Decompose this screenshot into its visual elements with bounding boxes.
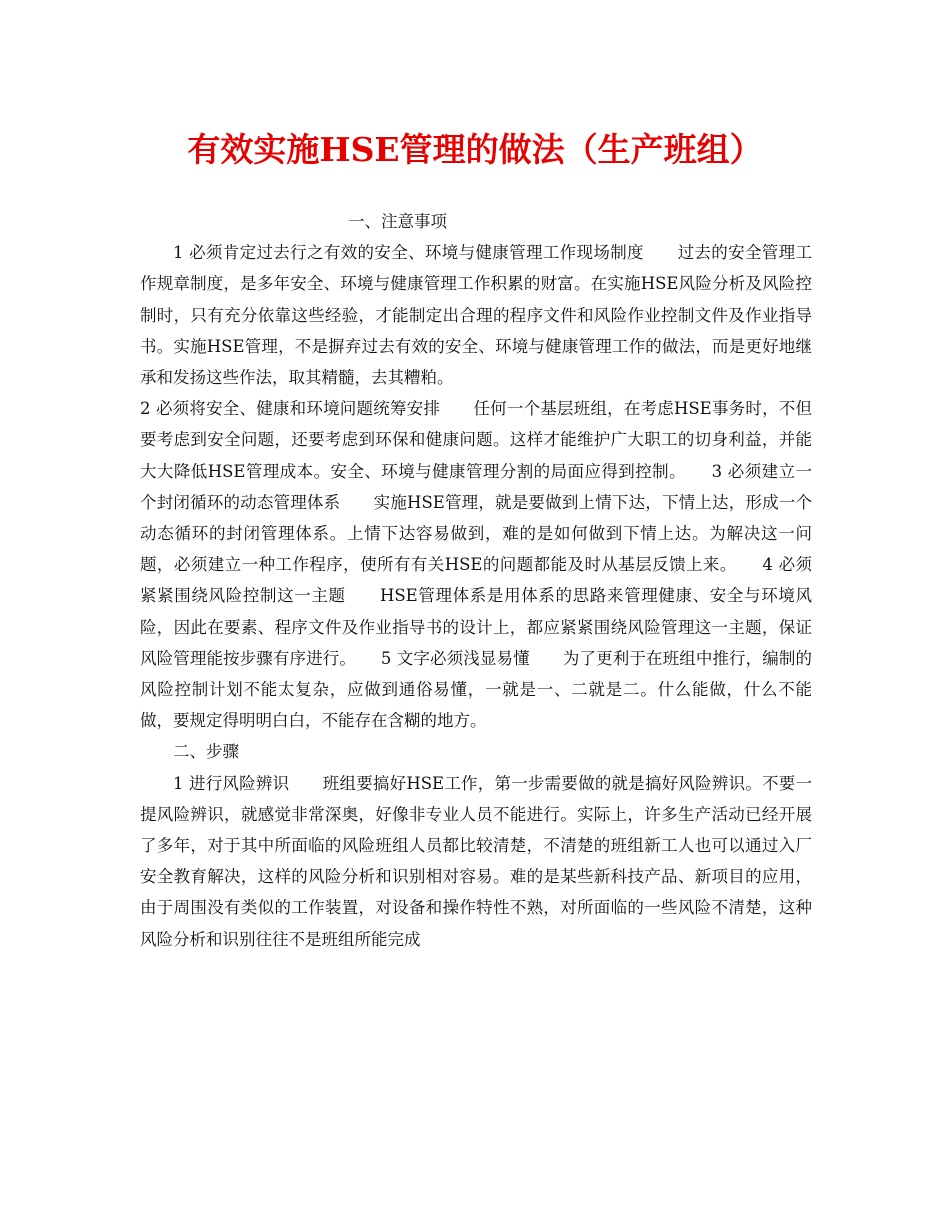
paragraph-notes-1: 1 必须肯定过去行之有效的安全、环境与健康管理工作现场制度 过去的安全管理工作规章制度，是多年安全、环境与健康管理工作积累的财富。在实施HSE风险分析及风险控制时，只有充分依靠这些经验，才能制定出合理的程序文件和风险作业控制文件及作业指导书。实施HSE管理，不是摒弃过去有效的安全、环境与健康管理工作的做法，而是更好地继承和发扬这些作法，取其精髓，去其糟粕。 bbox=[140, 243, 812, 388]
section-heading-steps: 二、步骤 bbox=[173, 742, 239, 762]
document-body bbox=[140, 206, 812, 955]
paragraph-notes-2: 2 必须将安全、健康和环境问题统筹安排 任何一个基层班组，在考虑HSE事务时，不但要考虑到安全问题，还要考虑到环保和健康问题。这样才能维护广大职工的切身利益，并能大大降低HSE管理成本。安全、环境与健康管理分割的局面应得到控制。 3 必须建立一个封闭循环的动态管理体系 实施HSE管理，就是要做到上情下达，下情上达，形成一个动态循环的封闭管理体系。上情下达容易做到，难的是如何做到下情上达。为解决这一问题，必须建立一种工作程序，使所有有关HSE的问题都能及时从基层反馈上来。 4 必须紧紧围绕风险控制这一主题 HSE管理体系是用体系的思路来管理健康、安全与环境风险，因此在要素、程序文件及作业指导书的设计上，都应紧紧围绕风险管理这一主题，保证风险管理能按步骤有序进行。 5 文字必须浅显易懂 为了更利于在班组中推行，编制的风险控制计划不能太复杂，应做到通俗易懂，一就是一、二就是二。什么能做，什么不能做，要规定得明明白白，不能存在含糊的地方。 bbox=[140, 399, 812, 731]
paragraph-steps-1: 1 进行风险辨识 班组要搞好HSE工作，第一步需要做的就是搞好风险辨识。不要一提风险辨识，就感觉非常深奥，好像非专业人员不能进行。实际上，许多生产活动已经开展了多年，对于其中所面临的风险班组人员都比较清楚，不清楚的班组新工人也可以通过入厂安全教育解决，这样的风险分析和识别相对容易。难的是某些新科技产品、新项目的应用，由于周围没有类似的工作装置，对设备和操作特性不熟，对所面临的一些风险不清楚，这种风险分析和识别往往不是班组所能完成 bbox=[140, 773, 812, 949]
document-title: 有效实施HSE管理的做法（生产班组） bbox=[187, 130, 763, 169]
section-heading-notes: 一、注意事项 bbox=[348, 212, 447, 231]
